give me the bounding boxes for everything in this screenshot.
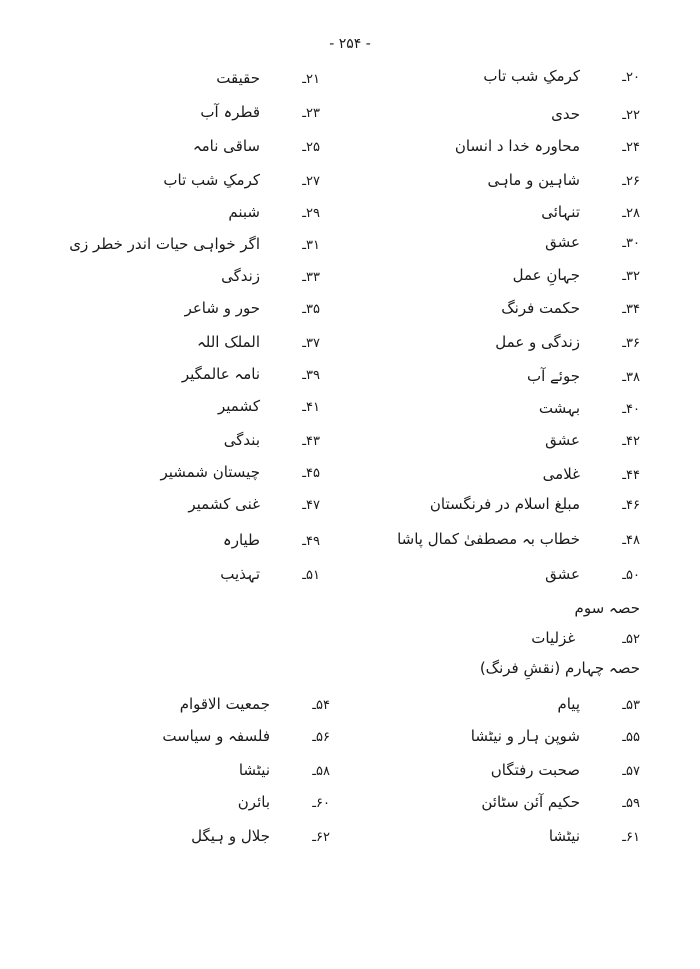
toc-entry xyxy=(495,332,640,354)
entry-number: ۳۳ـ xyxy=(302,270,320,285)
entry-number: ۲۶ـ xyxy=(622,174,640,189)
entry-number: ۵۸ـ xyxy=(312,764,330,779)
toc-entry xyxy=(397,529,640,551)
entry-title: غنی کشمیر xyxy=(188,495,260,513)
entry-title: تہذیب xyxy=(220,565,260,583)
toc-entry xyxy=(180,694,330,716)
entry-number: ۳۷ـ xyxy=(302,336,320,351)
toc-entry xyxy=(481,792,640,814)
entry-number: ۳۰ـ xyxy=(622,236,640,251)
toc-entry xyxy=(228,202,320,224)
entry-number: ۲۷ـ xyxy=(302,174,320,189)
entry-number: ۳۴ـ xyxy=(622,302,640,317)
entry-title: چیستان شمشیر xyxy=(160,463,260,481)
entry-number: ۲۹ـ xyxy=(302,206,320,221)
entry-number: ۵۷ـ xyxy=(622,764,640,779)
toc-entry xyxy=(513,265,640,287)
entry-number: ۵۵ـ xyxy=(622,730,640,745)
entry-title: تنہائی xyxy=(541,203,580,221)
entry-title: جہانِ عمل xyxy=(512,266,580,284)
entry-title: قطرہ آب xyxy=(200,103,260,121)
entry-title: زندگی و عمل xyxy=(495,333,580,351)
toc-entry xyxy=(218,396,320,418)
toc-entry xyxy=(191,826,330,848)
entry-number: ۳۹ـ xyxy=(302,368,320,383)
toc-entry xyxy=(491,760,640,782)
entry-number: ۶۱ـ xyxy=(622,830,640,845)
entry-number: ۴۳ـ xyxy=(302,434,320,449)
toc-entry xyxy=(197,332,320,354)
toc-entry xyxy=(551,104,640,126)
entry-title: نیٹشا xyxy=(548,827,580,845)
entry-number: ۲۴ـ xyxy=(622,140,640,155)
toc-entry xyxy=(162,726,330,748)
entry-title: کرمکِ شب تاب xyxy=(483,67,580,85)
entry-title: حدی xyxy=(551,105,580,123)
entry-title: اگر خواہی حیات اندر خطر زی xyxy=(69,235,260,253)
entry-number: ۴۷ـ xyxy=(302,498,320,513)
toc-entry xyxy=(182,364,320,386)
entry-number: ۲۲ـ xyxy=(622,108,640,123)
entry-title: کرمکِ شب تاب xyxy=(163,171,260,189)
toc-entry xyxy=(557,694,640,716)
page-number: - ۲۵۴ - xyxy=(329,36,371,52)
entry-number: ۴۱ـ xyxy=(302,400,320,415)
entry-number: ۲۵ـ xyxy=(302,140,320,155)
entry-title: صحبت رفتگاں xyxy=(490,761,580,779)
entry-title: حقیقت xyxy=(216,69,260,87)
toc-entry xyxy=(185,298,320,320)
toc-entry xyxy=(238,792,330,814)
entry-title: غلامی xyxy=(542,465,580,483)
entry-title: نیٹشا xyxy=(238,761,270,779)
entry-number: ۵۲ـ xyxy=(622,632,640,647)
toc-entry xyxy=(487,170,640,192)
entry-title: شاہین و ماہی xyxy=(487,171,580,189)
toc-entry xyxy=(163,170,320,192)
entry-title: حکمت فرنگ xyxy=(501,299,580,317)
entry-number: ۲۳ـ xyxy=(302,106,320,121)
entry-number: ۵۱ـ xyxy=(302,568,320,583)
toc-entry xyxy=(545,430,640,452)
toc-entry xyxy=(224,430,320,452)
entry-number: ۳۲ـ xyxy=(622,269,640,284)
entry-title: بہشت xyxy=(538,399,580,417)
entry-number: ۴۴ـ xyxy=(622,468,640,483)
entry-number: ۴۸ـ xyxy=(622,533,640,548)
toc-entry xyxy=(539,398,640,420)
entry-number: ۳۶ـ xyxy=(622,336,640,351)
entry-title: بندگی xyxy=(223,431,260,449)
entry-title: جمعیت الاقوام xyxy=(179,695,270,713)
entry-number: ۶۰ـ xyxy=(312,796,330,811)
toc-entry xyxy=(69,234,320,256)
entry-title: بائرن xyxy=(237,793,270,811)
entry-number: ۵۳ـ xyxy=(622,698,640,713)
entry-number: ۵۰ـ xyxy=(622,568,640,583)
toc-entry xyxy=(188,494,320,516)
entry-number: ۲۱ـ xyxy=(302,72,320,87)
toc-entry xyxy=(216,68,320,90)
entry-title: غزلیات xyxy=(531,629,576,647)
toc-entry xyxy=(221,266,320,288)
entry-title: مبلغ اسلام در فرنگستان xyxy=(429,495,580,513)
entry-title: عشق xyxy=(545,233,580,251)
toc-entry xyxy=(543,464,640,486)
entry-number: ۴۵ـ xyxy=(302,466,320,481)
entry-number: ۴۹ـ xyxy=(302,534,320,549)
entry-title: عشق xyxy=(545,431,580,449)
toc-entry xyxy=(545,232,640,254)
entry-title: خطاب بہ مصطفیٰ کمال پاشا xyxy=(397,530,580,548)
entry-title: عشق xyxy=(545,565,580,583)
toc-entry xyxy=(455,136,640,158)
entry-title: محاورہ خدا د انسان xyxy=(454,137,580,155)
entry-number: ۳۸ـ xyxy=(622,370,640,385)
entry-number: ۵۶ـ xyxy=(312,730,330,745)
toc-entry xyxy=(471,726,640,748)
entry-number: ۳۵ـ xyxy=(302,302,320,317)
toc-entry xyxy=(549,826,640,848)
entry-title: حکیم آئن سٹائن xyxy=(481,793,580,811)
toc-entry xyxy=(541,202,640,224)
entry-number: ۴۶ـ xyxy=(622,498,640,513)
toc-entry xyxy=(501,298,640,320)
entry-title: طیارہ xyxy=(222,531,260,549)
entry-title: الملک اللہ xyxy=(196,333,260,351)
entry-number: ۴۰ـ xyxy=(622,402,640,417)
entry-number: ۲۸ـ xyxy=(622,206,640,221)
toc-entry xyxy=(193,136,320,158)
toc-entry xyxy=(239,760,330,782)
entry-number: ۲۰ـ xyxy=(622,70,640,85)
toc-entry xyxy=(545,564,640,586)
toc-entry xyxy=(483,66,640,88)
toc-entry xyxy=(220,564,320,586)
toc-entry xyxy=(223,530,320,552)
toc-entry xyxy=(200,102,320,124)
entry-number: ۵۴ـ xyxy=(312,698,330,713)
entry-title: فلسفہ و سیاست xyxy=(162,727,270,745)
entry-number: ۵۹ـ xyxy=(622,796,640,811)
entry-title: جوئے آب xyxy=(526,367,580,385)
entry-title: جلال و ہیگل xyxy=(191,827,270,845)
toc-entry xyxy=(161,462,321,484)
entry-title: شبنم xyxy=(228,203,260,221)
section-four-heading: حصہ چہارم (نقشِ فرنگ) xyxy=(479,659,640,677)
entry-title: ساقی نامہ xyxy=(192,137,260,155)
entry-title: کشمیر xyxy=(218,397,260,415)
entry-title: زندگی xyxy=(221,267,260,285)
toc-entry-ghazaliyat xyxy=(531,628,640,650)
entry-number: ۴۲ـ xyxy=(622,434,640,449)
entry-title: حور و شاعر xyxy=(184,299,260,317)
toc-entry xyxy=(527,366,640,388)
entry-title: شوپن ہار و نیٹشا xyxy=(470,727,580,745)
toc-entry xyxy=(430,494,640,516)
entry-title: نامہ عالمگیر xyxy=(181,365,260,383)
section-three-heading: حصہ سوم xyxy=(574,599,640,617)
entry-title: پیام xyxy=(557,695,580,713)
entry-number: ۳۱ـ xyxy=(302,238,320,253)
entry-number: ۶۲ـ xyxy=(312,830,330,845)
